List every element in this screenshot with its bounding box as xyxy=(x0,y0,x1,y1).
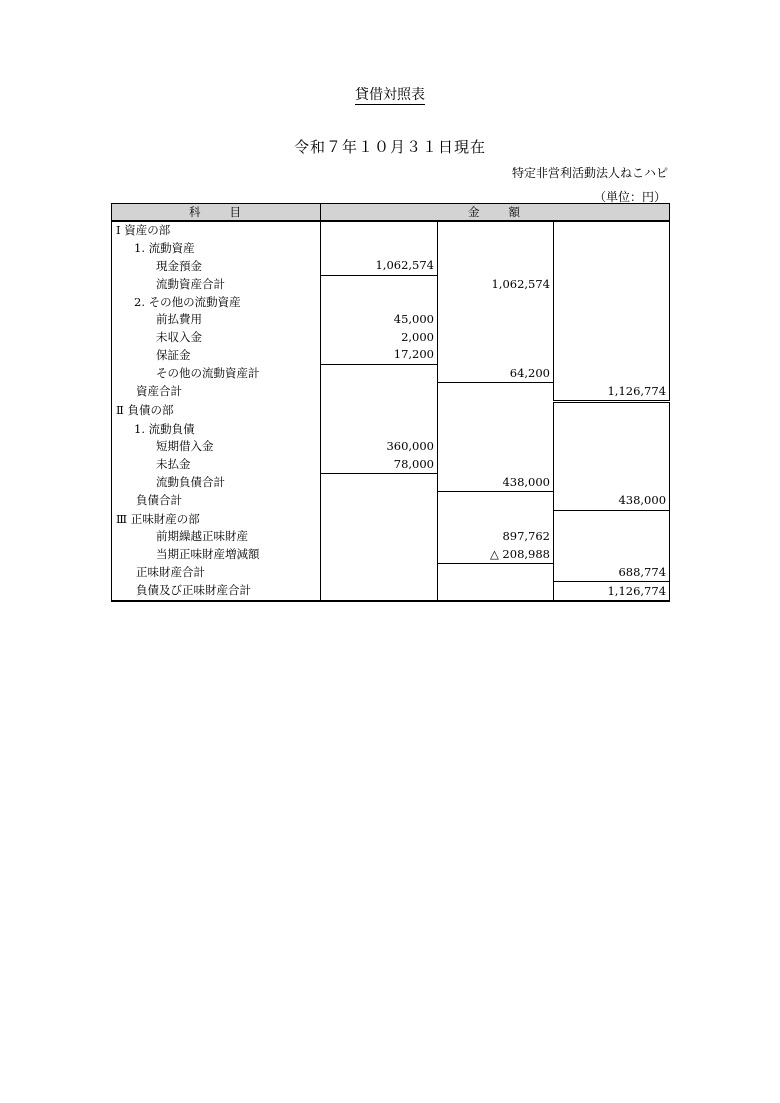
subtotal-cell: 1,062,574 xyxy=(438,275,554,293)
total-cell xyxy=(554,275,670,293)
amount-cell xyxy=(321,492,438,510)
row-label: 流動資産合計 xyxy=(112,275,321,293)
subtotal-cell xyxy=(438,257,554,275)
table-row xyxy=(112,510,670,528)
balance-sheet-table xyxy=(111,203,670,602)
amount-cell: 360,000 xyxy=(321,438,438,456)
row-label: 正味財産合計 xyxy=(112,564,321,582)
total-cell xyxy=(554,329,670,347)
row-label: Ⅱ 負債の部 xyxy=(112,401,321,420)
subtotal-cell: 438,000 xyxy=(438,474,554,492)
total-cell xyxy=(554,346,670,364)
total-cell xyxy=(554,293,670,311)
amount-cell xyxy=(321,240,438,258)
subtotal-cell xyxy=(438,329,554,347)
subtotal-cell xyxy=(438,240,554,258)
header-subject: 科 目 xyxy=(112,204,321,222)
table-row xyxy=(112,311,670,329)
amount-cell xyxy=(321,221,438,240)
subtotal-cell xyxy=(438,382,554,401)
total-cell xyxy=(554,311,670,329)
total-cell xyxy=(554,474,670,492)
total-cell: 688,774 xyxy=(554,564,670,582)
row-label: 前払費用 xyxy=(112,311,321,329)
row-label: 当期正味財産増減額 xyxy=(112,546,321,564)
amount-cell: 17,200 xyxy=(321,346,438,364)
subtotal-cell: 64,200 xyxy=(438,364,554,382)
table-row xyxy=(112,546,670,564)
amount-cell xyxy=(321,546,438,564)
header-amount: 金 額 xyxy=(321,204,670,222)
row-label: 未収入金 xyxy=(112,329,321,347)
table-row xyxy=(112,329,670,347)
subtotal-cell xyxy=(438,564,554,582)
total-cell xyxy=(554,510,670,528)
table-row xyxy=(112,456,670,474)
document-title xyxy=(0,84,780,104)
amount-cell xyxy=(321,382,438,401)
row-label: Ⅰ 資産の部 xyxy=(112,221,321,240)
total-cell xyxy=(554,364,670,382)
as-of-date: 令和７年１０月３１日現在 xyxy=(293,138,486,156)
amount-cell xyxy=(321,364,438,382)
table-row xyxy=(112,240,670,258)
row-label: 1. 流動資産 xyxy=(112,240,321,258)
total-cell: 438,000 xyxy=(554,492,670,510)
subtotal-cell xyxy=(438,582,554,601)
total-cell xyxy=(554,421,670,439)
total-cell xyxy=(554,240,670,258)
total-cell xyxy=(554,528,670,546)
amount-cell xyxy=(321,582,438,601)
amount-cell: 45,000 xyxy=(321,311,438,329)
row-label: 負債合計 xyxy=(112,492,321,510)
document-title-text: 貸借対照表 xyxy=(355,87,425,103)
row-label: 前期繰越正味財産 xyxy=(112,528,321,546)
total-cell xyxy=(554,401,670,420)
subtotal-cell xyxy=(438,421,554,439)
amount-cell: 78,000 xyxy=(321,456,438,474)
subtotal-cell xyxy=(438,221,554,240)
total-cell xyxy=(554,438,670,456)
amount-cell xyxy=(321,564,438,582)
row-label: 保証金 xyxy=(112,346,321,364)
table-row xyxy=(112,401,670,420)
row-label: 現金預金 xyxy=(112,257,321,275)
table-row xyxy=(112,474,670,492)
total-cell: 1,126,774 xyxy=(554,582,670,601)
row-label: 未払金 xyxy=(112,456,321,474)
table-row xyxy=(112,221,670,240)
subtotal-cell: 897,762 xyxy=(438,528,554,546)
table-row xyxy=(112,421,670,439)
subtotal-cell: △ 208,988 xyxy=(438,546,554,564)
amount-cell xyxy=(321,474,438,492)
subtotal-cell xyxy=(438,293,554,311)
table-row xyxy=(112,275,670,293)
total-cell xyxy=(554,546,670,564)
subtotal-cell xyxy=(438,438,554,456)
subtotal-cell xyxy=(438,401,554,420)
table-row xyxy=(112,528,670,546)
amount-cell xyxy=(321,275,438,293)
amount-cell: 1,062,574 xyxy=(321,257,438,275)
row-label: 流動負債合計 xyxy=(112,474,321,492)
row-label: 1. 流動負債 xyxy=(112,421,321,439)
table-header-row xyxy=(112,204,670,222)
subtotal-cell xyxy=(438,492,554,510)
subtotal-cell xyxy=(438,456,554,474)
row-label: 負債及び正味財産合計 xyxy=(112,582,321,601)
total-cell xyxy=(554,456,670,474)
subtotal-cell xyxy=(438,311,554,329)
table-row xyxy=(112,382,670,401)
table-row xyxy=(112,364,670,382)
amount-cell xyxy=(321,401,438,420)
table-row xyxy=(112,346,670,364)
table-row xyxy=(112,564,670,582)
amount-cell xyxy=(321,293,438,311)
amount-cell: 2,000 xyxy=(321,329,438,347)
amount-cell xyxy=(321,421,438,439)
row-label: Ⅲ 正味財産の部 xyxy=(112,510,321,528)
row-label: 短期借入金 xyxy=(112,438,321,456)
row-label: その他の流動資産計 xyxy=(112,364,321,382)
subtotal-cell xyxy=(438,346,554,364)
row-label: 資産合計 xyxy=(112,382,321,401)
total-cell xyxy=(554,221,670,240)
table-row xyxy=(112,293,670,311)
subtotal-cell xyxy=(438,510,554,528)
table-row xyxy=(112,492,670,510)
table-row xyxy=(112,438,670,456)
table-row xyxy=(112,257,670,275)
unit-label: （単位：円） xyxy=(593,190,666,204)
row-label: 2. その他の流動資産 xyxy=(112,293,321,311)
total-cell: 1,126,774 xyxy=(554,382,670,401)
amount-cell xyxy=(321,528,438,546)
table-row xyxy=(112,582,670,601)
organization-name: 特定非営利活動法人ねこハピ xyxy=(511,166,668,180)
amount-cell xyxy=(321,510,438,528)
total-cell xyxy=(554,257,670,275)
